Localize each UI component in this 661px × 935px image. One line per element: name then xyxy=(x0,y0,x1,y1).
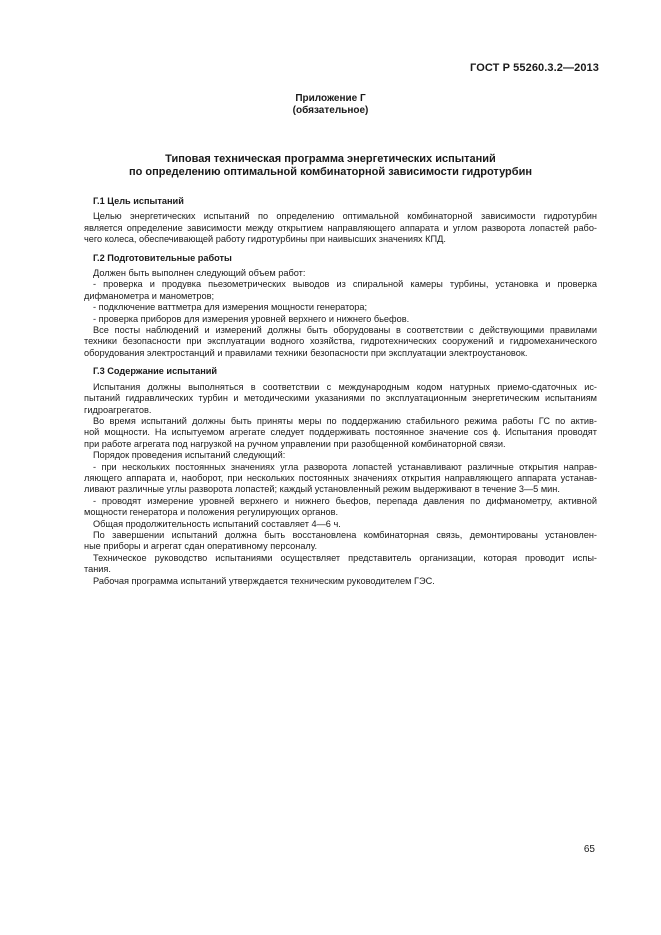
text-line: Порядок проведения испытаний следующий: xyxy=(93,450,286,461)
text-line: - подключение ваттметра для измерения мощности генератора; xyxy=(93,302,368,313)
text-line: мощности генератора и положения регулирующих органов. xyxy=(84,507,339,518)
document-title xyxy=(0,153,661,179)
paragraph xyxy=(84,211,597,245)
paragraph xyxy=(84,268,597,359)
text-line: дифманометра и манометров; xyxy=(84,290,215,301)
standard-code: ГОСТ Р 55260.3.2—2013 xyxy=(470,62,599,74)
appendix-heading xyxy=(0,93,661,117)
section-content xyxy=(84,366,597,587)
section-heading: Г.3 Содержание испытаний xyxy=(93,366,218,377)
text-line: является определение зависимости между открытием направляющего аппарата и углом разворота лопастей рабо- xyxy=(84,222,597,233)
text-line: Должен быть выполнен следующий объем работ: xyxy=(93,268,306,279)
text-line: Испытания должны выполняться в соответствии с международным кодом натурных приемо-сдаточных ис- xyxy=(93,381,597,392)
page-number: 65 xyxy=(583,844,595,855)
text-line: техники безопасности при эксплуатации водного хозяйства, гидротехнических сооружений и гидромеханического xyxy=(84,336,597,347)
text-line: Общая продолжительность испытаний составляет 4—6 ч. xyxy=(93,518,341,529)
title-line-1: Типовая техническая программа энергетических испытаний xyxy=(165,153,496,165)
section-heading: Г.1 Цель испытаний xyxy=(93,196,184,206)
text-line: - проводят измерение уровней верхнего и нижнего бьефов, перепада давления по дифманометру, активной xyxy=(93,495,597,506)
text-line: гидроагрегатов. xyxy=(84,404,152,415)
text-line: оборудования электростанций и правилами техники безопасности при эксплуатации электроустановок. xyxy=(84,347,528,358)
text-line: ной мощности. На испытуемом агрегате следует поддерживать постоянное значение cos ϕ. Испытания проводят xyxy=(84,427,597,438)
text-line: - при нескольких постоянных значениях угла разворота лопастей устанавливают различные открытия направ- xyxy=(93,461,597,472)
text-line: Целью энергетических испытаний по определению оптимальной комбинаторной зависимости гидротурбин xyxy=(93,211,597,222)
text-line: - проверка и продувка пьезометрических выводов из спиральной камеры турбины, установка и проверка xyxy=(93,279,597,290)
text-line: пытаний гидравлических турбин и методическими указаниями по эксплуатационным энергетическим испытаниям xyxy=(84,393,597,404)
title-line-2: по определению оптимальной комбинаторной зависимости гидротурбин xyxy=(129,166,532,178)
section-heading: Г.2 Подготовительные работы xyxy=(93,252,232,263)
text-line: ливают различные углы разворота лопастей; каждый установленный режим выдерживают в течение 3—5 мин. xyxy=(84,484,560,495)
section-preparation xyxy=(84,252,597,360)
appendix-label: Приложение Г xyxy=(295,93,366,104)
text-line: Техническое руководство испытаниями осуществляет представитель организации, которая проводит испы- xyxy=(93,552,597,563)
text-line: тания. xyxy=(84,564,111,575)
paragraph xyxy=(84,381,597,587)
section-goal xyxy=(84,196,597,246)
text-line: ляющего аппарата и, наоборот, при нескольких постоянных значениях открытия направляющего аппарата устанав- xyxy=(84,472,597,483)
appendix-status: (обязательное) xyxy=(292,105,369,116)
text-line: - проверка приборов для измерения уровней верхнего и нижнего бьефов. xyxy=(93,313,410,324)
text-line: Во время испытаний должны быть приняты меры по поддержанию стабильного режима работы ГС по актив- xyxy=(93,415,597,426)
text-line: Все посты наблюдений и измерений должны быть оборудованы в соответствии с действующими правилами xyxy=(93,325,597,336)
text-line: По завершении испытаний должна быть восстановлена комбинаторная связь, демонтированы установлен- xyxy=(93,529,597,540)
text-line: Рабочая программа испытаний утверждается техническим руководителем ГЭС. xyxy=(93,575,435,586)
document-body xyxy=(84,196,597,594)
text-line: при работе агрегата под нагрузкой на ручном управлении при разобщенной комбинаторной связи. xyxy=(84,438,506,449)
text-line: чего колеса, обеспечивающей работу гидротурбины при наивысших значениях КПД. xyxy=(84,234,446,245)
text-line: ные приборы и агрегат сдан оперативному персоналу. xyxy=(84,541,318,552)
